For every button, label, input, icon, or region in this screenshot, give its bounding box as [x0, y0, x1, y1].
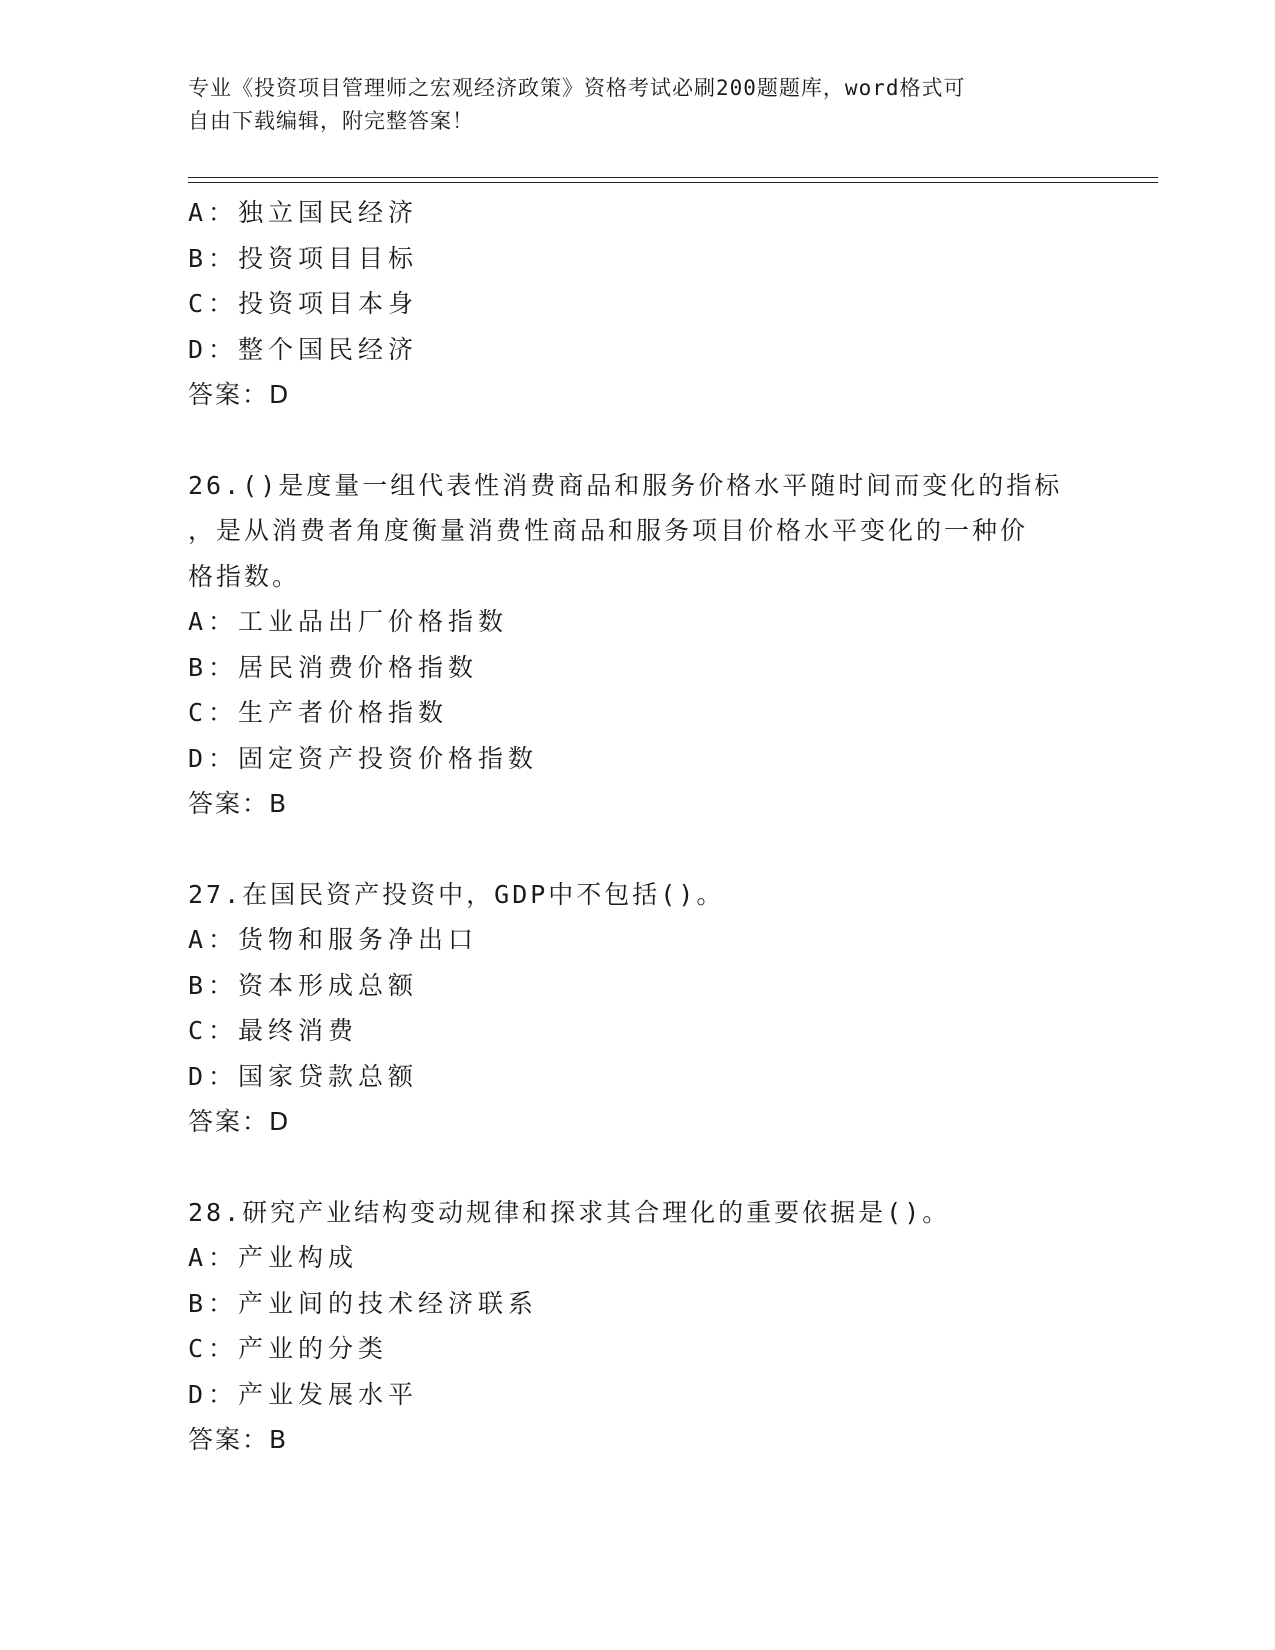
question-stem-line: 27.在国民资产投资中，GDP中不包括()。	[188, 879, 725, 909]
option-a: A：工业品出厂价格指数	[188, 607, 509, 636]
answer: 答案：D	[188, 380, 291, 409]
header-divider-top	[188, 177, 1158, 178]
question-stem-line: 格指数。	[188, 561, 301, 591]
option-d: D：国家贷款总额	[188, 1061, 419, 1091]
question-stem-line: 28.研究产业结构变动规律和探求其合理化的重要依据是()。	[188, 1197, 951, 1227]
answer: 答案：B	[188, 789, 289, 818]
question-25	[188, 190, 1088, 418]
option-d: D：整个国民经济	[188, 334, 419, 364]
option-d: D：产业发展水平	[188, 1379, 419, 1409]
question-list	[188, 190, 1088, 1463]
question-stem-line: ，是从消费者角度衡量消费性商品和服务项目价格水平变化的一种价	[188, 516, 1029, 545]
answer: 答案：D	[188, 1107, 291, 1136]
question-spacer	[188, 827, 1088, 872]
option-c: C：产业的分类	[188, 1334, 389, 1363]
option-b: B：居民消费价格指数	[188, 652, 479, 682]
option-b: B：投资项目目标	[188, 243, 419, 273]
question-stem-line: 26.()是度量一组代表性消费商品和服务价格水平随时间而变化的指标	[188, 470, 1063, 500]
option-a: A：货物和服务净出口	[188, 925, 479, 954]
question-spacer	[188, 418, 1088, 463]
option-c: C：生产者价格指数	[188, 698, 449, 727]
question-spacer	[188, 1145, 1088, 1190]
question-28	[188, 1190, 1088, 1463]
option-a: A：独立国民经济	[188, 198, 419, 227]
header-title-line-1: 专业《投资项目管理师之宏观经济政策》资格考试必刷200题题库，word格式可	[188, 76, 966, 100]
option-a: A：产业构成	[188, 1243, 359, 1272]
header-title-line-2: 自由下载编辑，附完整答案！	[188, 109, 474, 133]
option-d: D：固定资产投资价格指数	[188, 743, 539, 773]
answer: 答案：B	[188, 1425, 289, 1454]
document-header	[188, 72, 1068, 138]
header-divider-bottom	[188, 182, 1158, 183]
option-c: C：投资项目本身	[188, 289, 419, 318]
question-27	[188, 872, 1088, 1145]
option-b: B：资本形成总额	[188, 970, 419, 1000]
question-26	[188, 463, 1088, 827]
option-c: C：最终消费	[188, 1016, 359, 1045]
option-b: B：产业间的技术经济联系	[188, 1288, 539, 1318]
